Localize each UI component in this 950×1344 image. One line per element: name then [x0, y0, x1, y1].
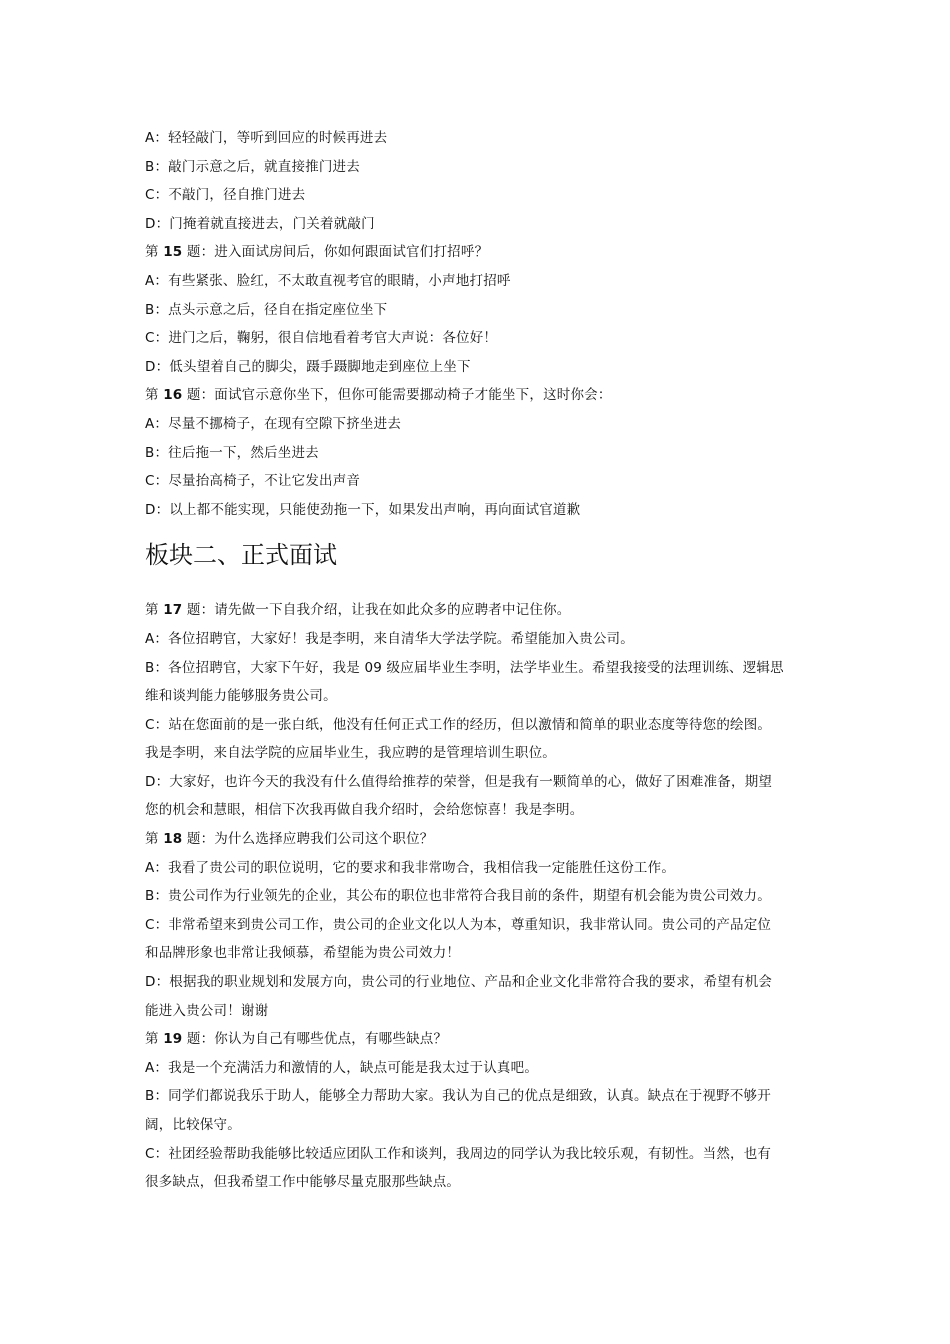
option-line: C：不敲门，径自推门进去	[145, 187, 306, 204]
question-text: 题：请先做一下自我介绍，让我在如此众多的应聘者中记住你。	[182, 602, 571, 619]
question-number: 19	[163, 1031, 183, 1048]
question-text: 题：进入面试房间后，你如何跟面试官们打招呼？	[182, 244, 489, 261]
option-line: D：门掩着就直接进去，门关着就敲门	[145, 215, 375, 232]
option-line: 和品牌形象也非常让我倾慕，希望能为贵公司效力！	[145, 945, 461, 962]
question-18	[145, 825, 813, 1025]
question-prefix: 第	[145, 387, 164, 404]
option-line: C：站在您面前的是一张白纸，他没有任何正式工作的经历，但以激情和简单的职业态度等待您的绘图。	[145, 716, 772, 733]
option-line: A：有些紧张、脸红，不太敢直视考官的眼睛，小声地打招呼	[145, 272, 511, 289]
option-line: 您的机会和慧眼，相信下次我再做自我介绍时，会给您惊喜！我是李明。	[145, 802, 584, 819]
option-line: D：根据我的职业规划和发展方向，贵公司的行业地位、产品和企业文化非常符合我的要求，希望有机会	[145, 974, 773, 991]
option-line: B：敲门示意之后，就直接推门进去	[145, 158, 360, 175]
question-number: 17	[163, 602, 183, 619]
question-19	[145, 1025, 813, 1197]
q14-options	[145, 124, 813, 238]
question-heading	[145, 596, 813, 625]
question-heading	[145, 825, 813, 854]
question-prefix: 第	[145, 1031, 164, 1048]
option-line: 我是李明，来自法学院的应届毕业生，我应聘的是管理培训生职位。	[145, 745, 556, 762]
section-title: 板块二、正式面试	[145, 541, 337, 570]
question-text: 题：面试官示意你坐下，但你可能需要挪动椅子才能坐下，这时你会：	[182, 387, 612, 404]
option-line: 能进入贵公司！谢谢	[145, 1002, 269, 1019]
question-prefix: 第	[145, 602, 164, 619]
option-line: A：我是一个充满活力和激情的人，缺点可能是我太过于认真吧。	[145, 1059, 539, 1076]
option-line: A：各位招聘官，大家好！我是李明，来自清华大学法学院。希望能加入贵公司。	[145, 630, 634, 647]
option-line: A：我看了贵公司的职位说明，它的要求和我非常吻合，我相信我一定能胜任这份工作。	[145, 859, 676, 876]
option-line: 很多缺点，但我希望工作中能够尽量克服那些缺点。	[145, 1174, 461, 1191]
option-line: B：往后拖一下，然后坐进去	[145, 444, 319, 461]
option-line: 维和谈判能力能够服务贵公司。	[145, 688, 337, 705]
document-content	[145, 124, 813, 1197]
option-line: B：同学们都说我乐于助人，能够全力帮助大家。我认为自己的优点是细致，认真。缺点在于视野不够开	[145, 1088, 771, 1105]
option-line: D：以上都不能实现，只能使劲拖一下，如果发出声响，再向面试官道歉	[145, 501, 581, 518]
question-number: 16	[163, 387, 183, 404]
option-line: B：各位招聘官，大家下午好，我是 09 级应届毕业生李明，法学毕业生。希望我接受的法理训练、逻辑思	[145, 659, 784, 676]
option-line: C：进门之后，鞠躬，很自信地看着考官大声说：各位好！	[145, 330, 498, 347]
question-15	[145, 238, 813, 381]
option-line: B：贵公司作为行业领先的企业，其公布的职位也非常符合我目前的条件，期望有机会能为贵公司效力。	[145, 888, 771, 905]
question-17	[145, 596, 813, 825]
option-line: D：低头望着自己的脚尖，蹑手蹑脚地走到座位上坐下	[145, 358, 471, 375]
question-heading	[145, 1025, 813, 1054]
option-line: 阔，比较保守。	[145, 1117, 241, 1133]
question-number: 18	[163, 831, 183, 848]
option-line: D：大家好，也许今天的我没有什么值得给推荐的荣誉，但是我有一颗简单的心，做好了困难准备，期望	[145, 773, 773, 790]
option-line: C：社团经验帮助我能够比较适应团队工作和谈判，我周边的同学认为我比较乐观，有韧性。当然，也有	[145, 1145, 772, 1162]
question-heading	[145, 238, 813, 267]
option-line: C：非常希望来到贵公司工作，贵公司的企业文化以人为本，尊重知识，我非常认同。贵公司的产品定位	[145, 916, 772, 933]
option-line: C：尽量抬高椅子，不让它发出声音	[145, 473, 361, 490]
question-16	[145, 381, 813, 524]
option-line: B：点头示意之后，径自在指定座位坐下	[145, 301, 388, 318]
question-prefix: 第	[145, 244, 164, 261]
question-heading	[145, 381, 813, 410]
question-text: 题：为什么选择应聘我们公司这个职位？	[182, 831, 434, 848]
option-line: A：轻轻敲门，等听到回应的时候再进去	[145, 130, 388, 146]
option-line: A：尽量不挪椅子，在现有空隙下挤坐进去	[145, 415, 402, 432]
question-number: 15	[163, 244, 183, 261]
question-text: 题：你认为自己有哪些优点，有哪些缺点？	[182, 1031, 448, 1048]
question-prefix: 第	[145, 831, 164, 848]
